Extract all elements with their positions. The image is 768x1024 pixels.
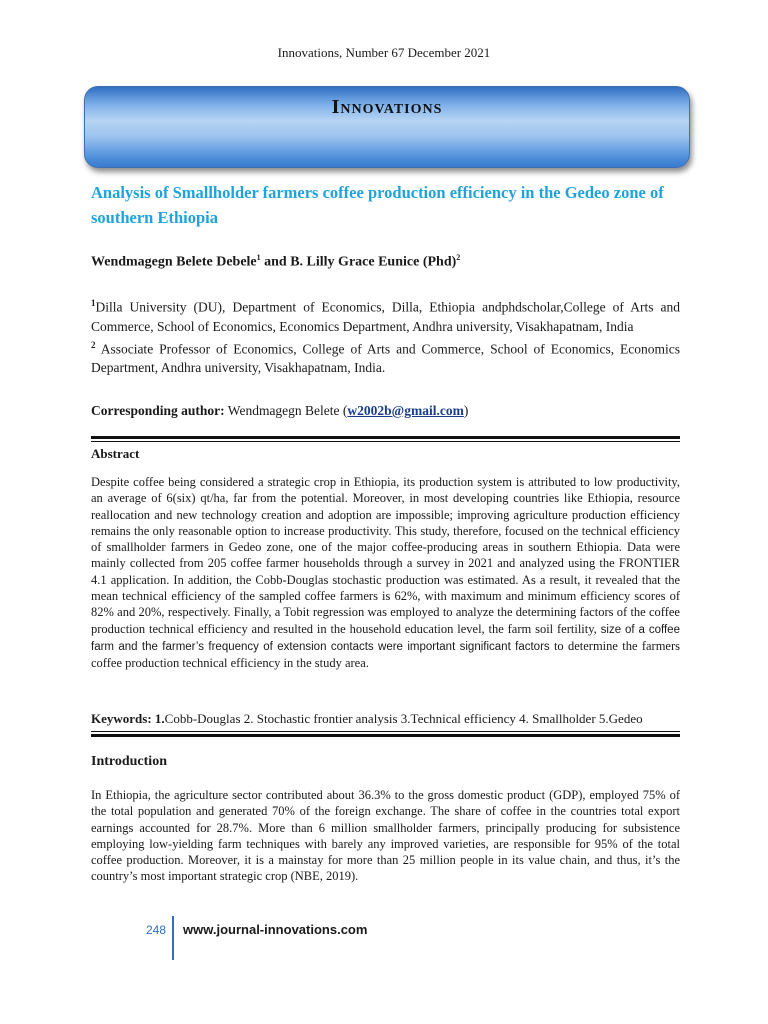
journal-url[interactable]: www.journal-innovations.com	[183, 922, 368, 937]
author-1-superscript: 1	[256, 253, 261, 262]
running-head: Innovations, Number 67 December 2021	[277, 45, 491, 60]
corresponding-close: )	[463, 403, 469, 418]
keywords-label: Keywords: 1.	[91, 711, 165, 726]
corresponding-label: Corresponding author:	[91, 403, 225, 418]
abstract-text-tail: to determine the farmers coffee production technical efficiency in the study area.	[91, 638, 680, 671]
page-number: 248	[146, 923, 167, 937]
abstract-heading: Abstract	[91, 446, 140, 461]
abstract-text-sans: size of a coffee farm and the farmer’s frequency of extension contacts were important significant factors	[91, 623, 680, 653]
affiliations	[91, 294, 680, 377]
introduction-heading: Introduction	[91, 754, 167, 769]
keywords-bottom-rule	[91, 731, 680, 737]
author-line	[91, 253, 691, 271]
author-2: and B. Lilly Grace Eunice (Phd)	[260, 254, 457, 270]
author-1: Wendmagegn Belete Debele	[91, 254, 257, 270]
affiliation-1-marker: 1	[91, 298, 96, 308]
abstract-body	[91, 474, 680, 672]
corresponding-name: Wendmagegn Belete (	[224, 403, 348, 418]
corresponding-email-link[interactable]: w2002b@gmail.com	[347, 403, 464, 418]
abstract-top-rule	[91, 436, 680, 442]
affiliation-2-text: Associate Professor of Economics, College of Arts and Commerce, School of Economics, Economics Department, Andhra university, Visakhapatnam, India.	[91, 341, 680, 375]
introduction-body: In Ethiopia, the agriculture sector contributed about 36.3% to the gross domestic product (GDP), employed 75% of the total population and generated 70% of the foreign exchange. The share of coffee in the countries total export earnings accounted for 28.7%. More than 6 million smallholder farmers, principally producing for subsistence employing low-yielding farm techniques with barely any improved varieties, are responsible for 95% of the total coffee production. Moreover, it is a mainstay for more than 25 million people in its value chain, and thus, it’s the country’s most important strategic crop (NBE, 2019).	[91, 788, 680, 884]
corresponding-author	[91, 403, 680, 419]
keywords	[91, 711, 691, 727]
keywords-list: Cobb-Douglas 2. Stochastic frontier analysis 3.Technical efficiency 4. Smallholder 5.Gedeo	[164, 711, 643, 726]
affiliation-1-text: Dilla University (DU), Department of Economics, Dilla, Ethiopia andphdscholar,College of Arts and Commerce, School of Economics, Economics Department, Andhra university, Visakhapatnam, India	[91, 299, 680, 334]
affiliation-1	[91, 294, 680, 336]
paper-title: Analysis of Smallholder farmers coffee production efficiency in the Gedeo zone of southern Ethiopia	[91, 183, 664, 227]
footer-divider	[172, 916, 174, 960]
affiliation-2	[91, 336, 680, 378]
journal-banner-title: Innovations	[331, 96, 443, 118]
abstract-text: Despite coffee being considered a strategic crop in Ethiopia, its production system is attributed to low productivity, an average of 6(six) qt/ha, far from the potential. Moreover, in most developing countries like Ethiopia, resource reallocation and new technology creation and adoption are impossible; improving agriculture production efficiency remains the only reasonable option to increase productivity. This study, therefore, focused on the technical efficiency of smallholder farmers in Gedeo zone, one of the major coffee-producing areas in southern Ethiopia. Data were mainly collected from 205 coffee farmer households through a survey in 2021 and analyzed using the FRONTIER 4.1 application. In addition, the Cobb-Douglas stochastic production was estimated. As a result, it revealed that the mean technical efficiency of the sampled coffee farmers is 62%, with maximum and minimum efficiency scores of 82% and 20%, respectively. Finally, a Tobit regression was employed to analyze the determining factors of the coffee production technical efficiency and resulted in the household education level, the farm soil fertility,	[91, 475, 680, 636]
affiliation-2-marker: 2	[91, 339, 96, 350]
author-2-superscript: 2	[456, 253, 461, 262]
journal-banner	[84, 86, 690, 168]
